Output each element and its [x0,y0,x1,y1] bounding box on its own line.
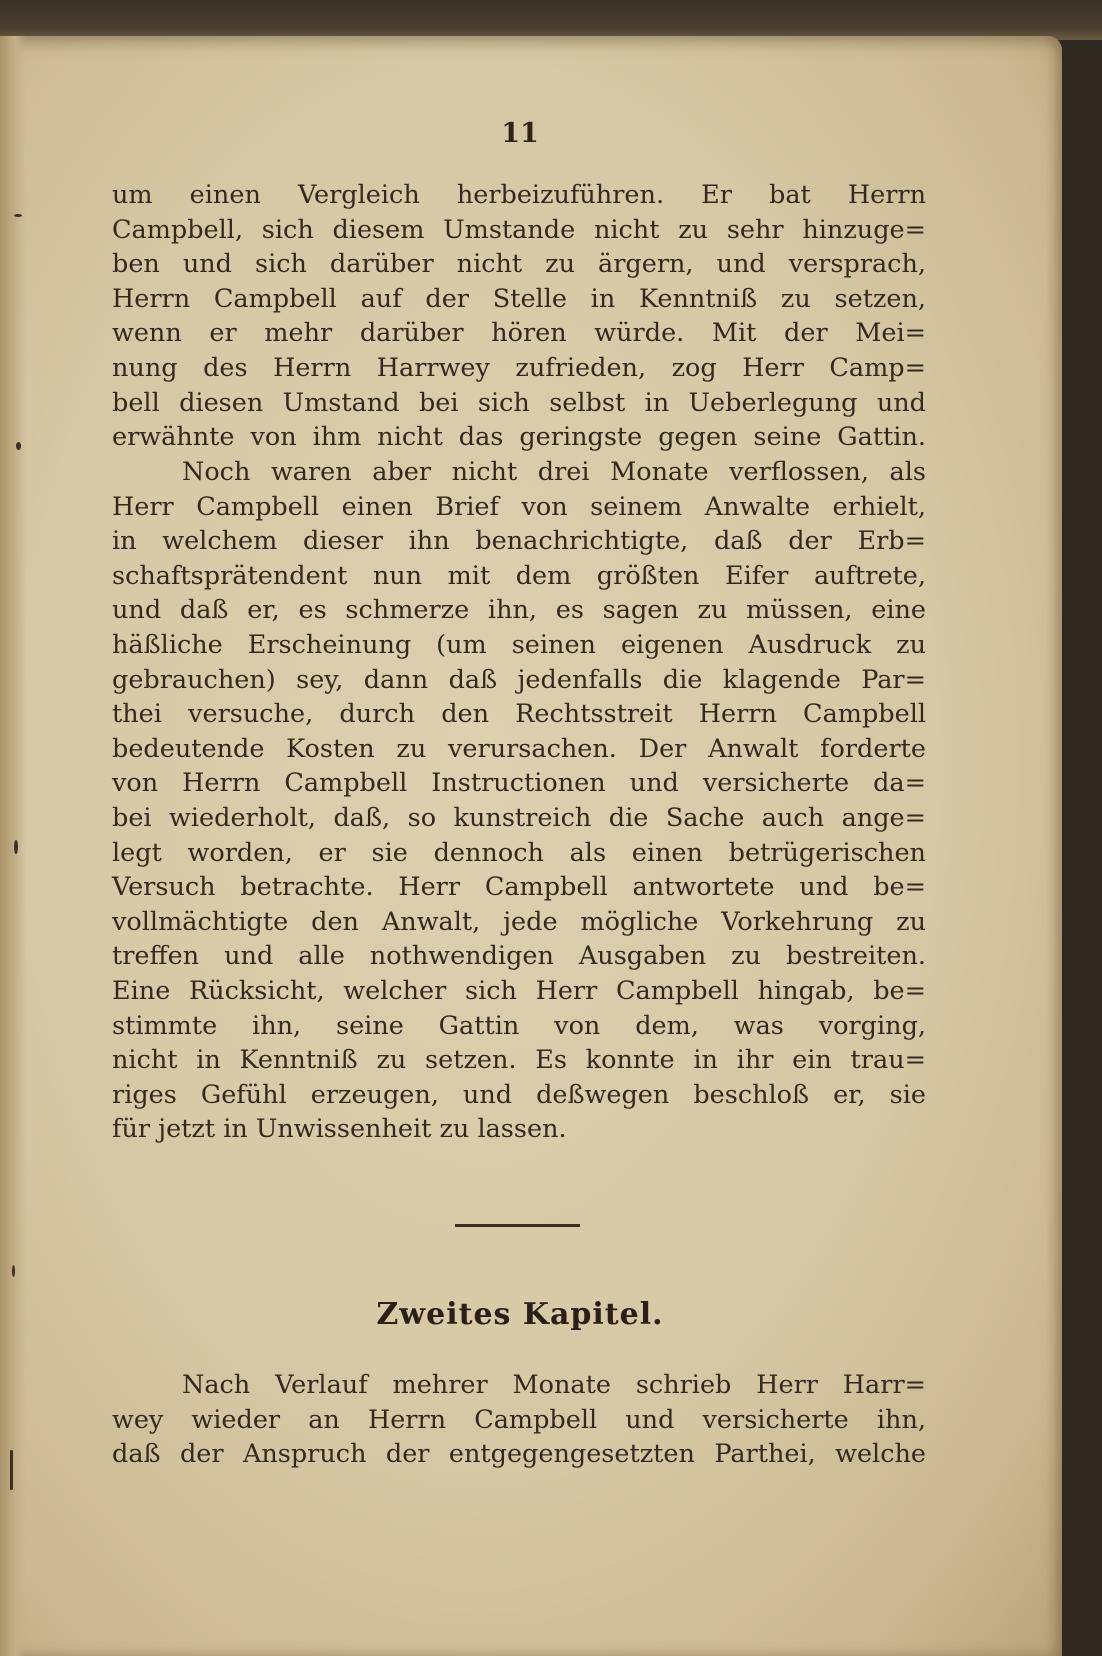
text-line: nicht in Kenntniß zu setzen. Es konnte in ihr ein trau= [112,1045,926,1076]
text-line: Campbell, sich diesem Umstande nicht zu sehr hinzuge= [112,214,926,245]
ink-speck [12,1265,15,1277]
text-line: treffen und alle nothwendigen Ausgaben zu bestreiten. [112,941,926,972]
ink-speck [14,840,18,854]
text-line: wenn er mehr darüber hören würde. Mit der Mei= [112,318,926,349]
text-line: Eine Rücksicht, welcher sich Herr Campbell hingab, be= [112,975,926,1006]
text-line: wey wieder an Herrn Campbell und versicherte ihn, [112,1404,926,1435]
text-line: stimmte ihn, seine Gattin von dem, was vorging, [112,1010,926,1041]
paragraph-1 [112,178,926,455]
text-line: Herrn Campbell auf der Stelle in Kenntniß zu setzen, [112,283,926,314]
text-line: Herr Campbell einen Brief von seinem Anwalte erhielt, [112,491,926,522]
text-line: bedeutende Kosten zu verursachen. Der Anwalt forderte [112,733,926,764]
text-line: ben und sich darüber nicht zu ärgern, und versprach, [112,249,926,280]
text-line: schaftsprätendent nun mit dem größten Eifer auftrete, [112,560,926,591]
text-line: für jetzt in Unwissenheit zu lassen. [112,1114,567,1145]
chapter-heading: Zweites Kapitel. [376,1297,664,1332]
ink-speck [14,214,22,217]
text-line: in welchem dieser ihn benachrichtigte, daß der Erb= [112,526,926,557]
paragraph-3 [112,1368,926,1472]
page-top-edge [0,0,1102,40]
text-line: Nach Verlauf mehrer Monate schrieb Herr Harr= [182,1370,926,1400]
paragraph-2 [112,455,926,1147]
page-number: 11 [501,118,539,149]
text-line: daß der Anspruch der entgegengesetzten Parthei, welche [112,1439,926,1470]
text-line: gebrauchen) sey, dann daß jedenfalls die klagende Par= [112,664,926,695]
text-line: bell diesen Umstand bei sich selbst in Ueberlegung und [112,387,926,418]
binding-shadow [0,36,26,1656]
ink-speck [10,1450,13,1490]
text-line: erwähnte von ihm nicht das geringste gegen seine Gattin. [112,422,926,453]
section-divider [455,1224,580,1227]
text-line: nung des Herrn Harrwey zufrieden, zog Herr Camp= [112,352,926,383]
text-line: häßliche Erscheinung (um seinen eigenen Ausdruck zu [112,629,926,660]
text-line: bei wiederholt, daß, so kunstreich die Sache auch ange= [112,802,926,833]
text-line: vollmächtigte den Anwalt, jede mögliche Vorkehrung zu [112,906,926,937]
text-line: Noch waren aber nicht drei Monate verflossen, als [182,457,926,487]
ink-speck [16,442,21,450]
text-line: und daß er, es schmerze ihn, es sagen zu müssen, eine [112,595,926,626]
text-line: legt worden, er sie dennoch als einen betrügerischen [112,837,926,868]
text-line: von Herrn Campbell Instructionen und versicherte da= [112,768,926,799]
text-line: Versuch betrachte. Herr Campbell antwortete und be= [112,872,926,903]
text-line: riges Gefühl erzeugen, und deßwegen beschloß er, sie [112,1079,926,1110]
text-line: thei versuche, durch den Rechtsstreit Herrn Campbell [112,699,926,730]
text-line: um einen Vergleich herbeizuführen. Er bat Herrn [112,180,926,210]
